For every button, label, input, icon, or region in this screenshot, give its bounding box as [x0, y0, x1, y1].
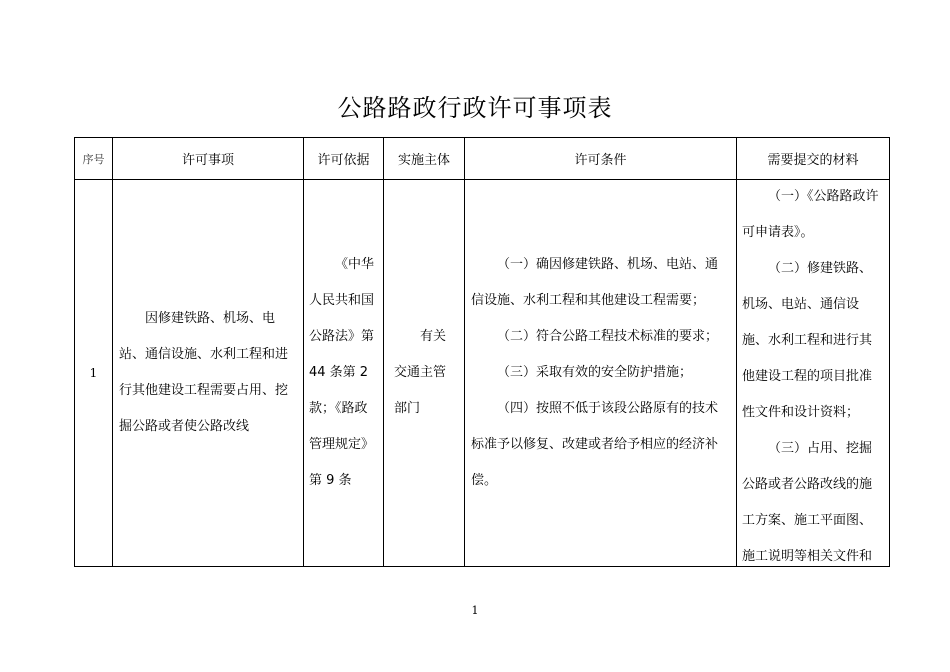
row-seq: 1 [75, 180, 113, 567]
row-materials-clip [737, 180, 889, 566]
condition-4: （四）按照不低于该段公路原有的技术标准予以修复、改建或者给予相应的经济补偿。 [471, 401, 719, 488]
material-3: （三）占用、挖掘公路或者公路改线的施工方案、施工平面图、施工说明等相关文件和 [742, 441, 873, 564]
header-subject: 实施主体 [384, 138, 465, 180]
table-header-row [75, 138, 890, 180]
condition-3: （三）采取有效的安全防护措施； [497, 365, 693, 380]
row-materials-cell [737, 180, 890, 567]
row-subject: 有关交通主管部门 [394, 329, 447, 416]
header-materials: 需要提交的材料 [737, 138, 890, 180]
header-item: 许可事项 [113, 138, 304, 180]
row-basis-cell [304, 180, 384, 567]
header-seq: 序号 [75, 138, 113, 180]
row-item: 因修建铁路、机场、电站、通信设施、水利工程和进行其他建设工程需要占用、挖掘公路或者使公路改线 [119, 311, 289, 434]
permit-table [74, 137, 890, 567]
material-2: （二）修建铁路、机场、电站、通信设施、水利工程和进行其他建设工程的项目批准性文件和设计资料； [742, 261, 873, 420]
row-conditions-cell [465, 180, 737, 567]
row-materials [737, 180, 889, 566]
row-item-cell [113, 180, 304, 567]
page-title: 公路路政行政许可事项表 [337, 94, 613, 122]
condition-1: （一）确因修建铁路、机场、电站、通信设施、水利工程和其他建设工程需要； [471, 257, 719, 308]
table-row [75, 180, 890, 567]
row-basis: 《中华人民共和国公路法》第 44 条第 2 款；《路政管理规定》第 9 条 [309, 257, 375, 488]
condition-2: （二）符合公路工程技术标准的要求； [497, 329, 719, 344]
page-number: 1 [471, 604, 479, 617]
header-conditions: 许可条件 [465, 138, 737, 180]
material-1: （一）《公路路政许可申请表》。 [742, 189, 879, 240]
header-basis: 许可依据 [304, 138, 384, 180]
row-subject-cell [384, 180, 465, 567]
row-conditions [465, 247, 736, 499]
